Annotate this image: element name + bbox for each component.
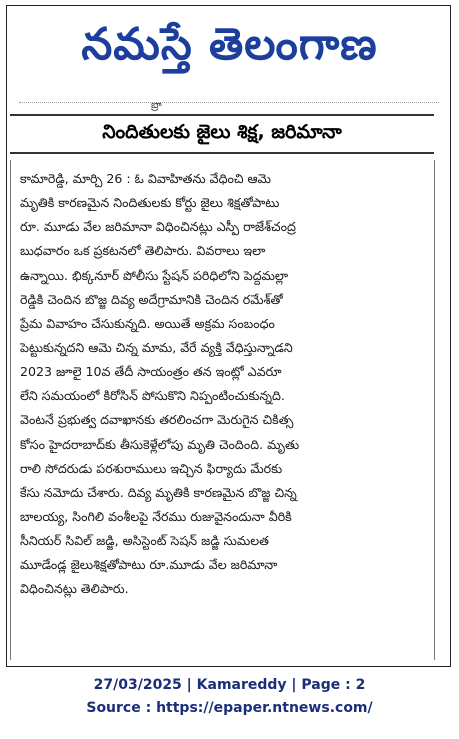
article-line: బాలయ్య, సింగిలి వంశీలపై నేరము రుజువైనందునా వీరికి [20,508,292,524]
article-line: రూ. మూడు వేల జరిమానా విధించినట్లు ఎస్పీ రాజేశ్‌చంద్ర [20,219,296,235]
headline-bar [10,114,434,154]
masthead-logo: నమస్తే తెలంగాణ [81,19,378,70]
article-line: కేసు నమోదు చేశారు. దివ్య మృతికి కారణమైన బొజ్జ చిన్న [20,484,297,500]
article-line: ఉన్నాయి. భిక్కనూర్ పోలీసు స్టేషన్ పరిధిలోని పెద్దమల్లా [20,267,289,283]
footer-date-edition: 27/03/2025 | Kamareddy | Page : 2 [93,677,366,693]
article-line: వెంటనే ప్రభుత్వ దవాఖానకు తరలించగా మెరుగైన చికిత్స [20,412,294,428]
article-line: బుధవారం ఒక ప్రకటనలో తెలిపారు. వివరాలు ఇలా [20,243,266,259]
right-column-rule [434,160,435,660]
article-headline: నిందితులకు జైలు శిక్ష, జరిమానా [102,120,342,143]
article-line: రెడ్డికి చెందిన బొజ్జ దివ్య అదేగ్రామానికి చెందిన రమేశ్‌తో [20,291,283,307]
footer-source: Source : https://epaper.ntnews.com/ [86,700,373,716]
article-line: పెట్టుకున్నదని ఆమె చిన్న మామ, వేరే వ్యక్తి వేధిస్తున్నాడని [20,339,293,355]
article-line: మూడేండ్ల జైలుశిక్షతోపాటు రూ.మూడు వేల జరిమానా [20,557,278,573]
article-line: 2023 జూలై 10వ తేదీ సాయంత్రం తన ఇంట్లో ఎవరూ [20,364,282,380]
article-line: విధించినట్లు తెలిపారు. [20,581,129,597]
left-column-rule [10,160,11,660]
article-line: రాలి సోదరుడు పరశురాములు ఇచ్చిన ఫిర్యాదు మేరకు [20,460,283,476]
article-line: సీనియర్ సివిల్ జడ్జి, అసిస్టెంట్ సెషన్ జడ్జి సుమలత [20,533,269,549]
edition-mark: బ్రా [151,100,162,111]
article-body [20,167,425,602]
article-line: ప్రేమ వివాహం చేసుకున్నది. అయితే అక్రమ సంబంధం [20,315,275,331]
article-line: మృతికి కారణమైన నిందితులకు కోర్టు జైలు శిక్షతోపాటు [20,195,280,211]
article-line: లేని సమయంలో కిరోసిన్ పోసుకొని నిప్పంటించుకున్నది. [20,388,285,404]
divider [19,102,439,103]
article-line: కామారెడ్డి, మార్చి 26 : ఓ వివాహితను వేధించి ఆమె [20,171,271,186]
article-line: కోసం హైదరాబాద్‌కు తీసుకెళ్లేలోపు మృతి చెందింది. మృతు [20,436,300,452]
